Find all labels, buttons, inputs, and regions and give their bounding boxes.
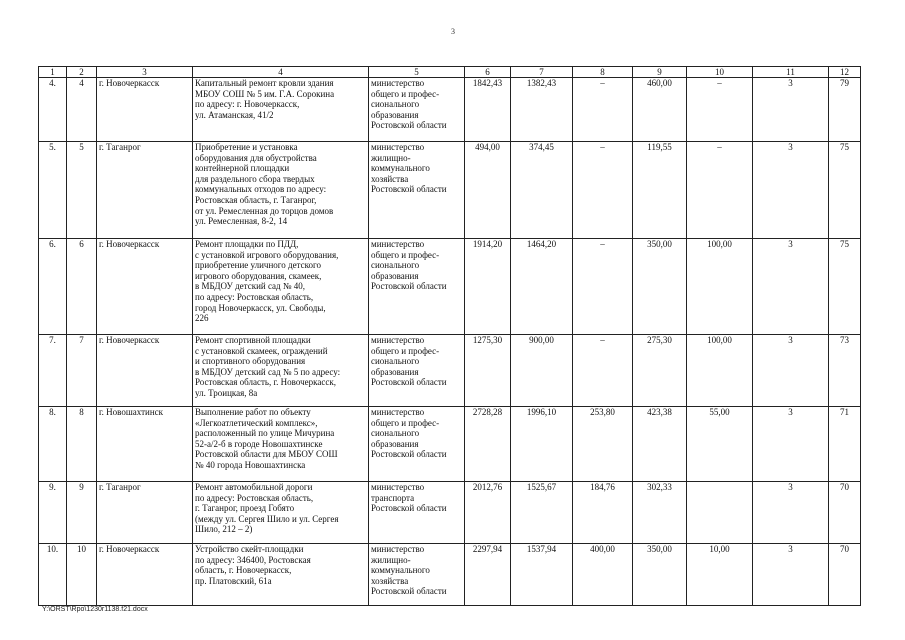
value-cell: 2297,94: [465, 544, 511, 606]
value-cell: 3: [753, 335, 829, 407]
value-cell: 3: [753, 239, 829, 335]
column-header: 7: [511, 67, 573, 78]
municipality-cell: г. Новочеркасск: [97, 239, 193, 335]
project-description-cell: Устройство скейт-площадки по адресу: 346400, Ростовская область, г. Новочеркасск, пр. Платовский, 61а: [193, 544, 369, 606]
value-cell: 1996,10: [511, 407, 573, 482]
value-cell: 119,55: [633, 142, 687, 239]
row-number: 8.: [39, 407, 67, 482]
municipality-cell: г. Новошахтинск: [97, 407, 193, 482]
column-header: 8: [573, 67, 633, 78]
value-cell: 2012,76: [465, 482, 511, 544]
value-cell: 100,00: [687, 335, 753, 407]
value-cell: 1382,43: [511, 78, 573, 142]
value-cell: 460,00: [633, 78, 687, 142]
ministry-cell: министерство общего и профес- сионального образования Ростовской области: [369, 335, 465, 407]
value-cell: 1275,30: [465, 335, 511, 407]
value-cell: 1537,94: [511, 544, 573, 606]
column-number-row: [39, 67, 861, 78]
value-cell: 55,00: [687, 407, 753, 482]
value-cell: 75: [829, 142, 861, 239]
value-cell: 70: [829, 544, 861, 606]
row-number: 10.: [39, 544, 67, 606]
municipality-cell: г. Таганрог: [97, 482, 193, 544]
page-number: 3: [451, 27, 455, 36]
row-number: 7.: [39, 335, 67, 407]
value-cell: 253,80: [573, 407, 633, 482]
project-description-cell: Приобретение и установка оборудования для обустройства контейнерной площадки для раздельного сбора твердых коммунальных отходов по адресу: Ростовская область, г. Таганрог, от ул. Ремесленная до торцов домов ул. Ремесленная, 8-2, 14: [193, 142, 369, 239]
table-row: [39, 335, 861, 407]
file-path-footer: Y:\ORST\Rpo\1230r1138.f21.docx: [42, 606, 148, 613]
value-cell: 3: [753, 142, 829, 239]
value-cell: –: [573, 78, 633, 142]
value-cell: 494,00: [465, 142, 511, 239]
row-number: 9.: [39, 482, 67, 544]
value-cell: 3: [753, 407, 829, 482]
value-cell: –: [687, 78, 753, 142]
value-cell: 350,00: [633, 239, 687, 335]
table-row: [39, 407, 861, 482]
column-header: 6: [465, 67, 511, 78]
column-header: 3: [97, 67, 193, 78]
value-cell: 10,00: [687, 544, 753, 606]
value-cell: 423,38: [633, 407, 687, 482]
document-table: [38, 66, 861, 606]
value-cell: 1842,43: [465, 78, 511, 142]
row-number: 5.: [39, 142, 67, 239]
ministry-cell: министерство жилищно- коммунального хозяйства Ростовской области: [369, 142, 465, 239]
value-cell: 100,00: [687, 239, 753, 335]
value-cell: –: [573, 239, 633, 335]
column-header: 5: [369, 67, 465, 78]
value-cell: 3: [753, 544, 829, 606]
value-cell: 275,30: [633, 335, 687, 407]
value-cell: 1525,67: [511, 482, 573, 544]
value-cell: 374,45: [511, 142, 573, 239]
municipality-cell: г. Новочеркасск: [97, 335, 193, 407]
value-cell: 2728,28: [465, 407, 511, 482]
ministry-cell: министерство общего и профес- сионального образования Ростовской области: [369, 407, 465, 482]
value-cell: 1464,20: [511, 239, 573, 335]
table-row: [39, 544, 861, 606]
table-row: [39, 78, 861, 142]
value-cell: 3: [753, 78, 829, 142]
column-header: 9: [633, 67, 687, 78]
column-header: 10: [687, 67, 753, 78]
project-description-cell: Ремонт автомобильной дороги по адресу: Ростовская область, г. Таганрог, проезд Гобято (между ул. Сергея Шило и ул. Сергея Шило, 212 – 2): [193, 482, 369, 544]
row-number: 4.: [39, 78, 67, 142]
table-row: [39, 142, 861, 239]
value-cell: –: [573, 142, 633, 239]
value-cell: 900,00: [511, 335, 573, 407]
municipality-cell: г. Новочеркасск: [97, 78, 193, 142]
ministry-cell: министерство жилищно- коммунального хозяйства Ростовской области: [369, 544, 465, 606]
project-description-cell: Ремонт спортивной площадки с установкой скамеек, ограждений и спортивного оборудования в МБДОУ детский сад № 5 по адресу: Ростовская область, г. Новочеркасск, ул. Троицкая, 8а: [193, 335, 369, 407]
value-cell: 350,00: [633, 544, 687, 606]
table-row: [39, 239, 861, 335]
value-cell: –: [687, 142, 753, 239]
value-cell: 70: [829, 482, 861, 544]
value-cell: 73: [829, 335, 861, 407]
value-cell: 400,00: [573, 544, 633, 606]
municipality-cell: г. Таганрог: [97, 142, 193, 239]
column-header: 4: [193, 67, 369, 78]
row-index: 7: [67, 335, 97, 407]
column-header: 12: [829, 67, 861, 78]
value-cell: [687, 482, 753, 544]
column-header: 2: [67, 67, 97, 78]
value-cell: 71: [829, 407, 861, 482]
project-description-cell: Капитальный ремонт кровли здания МБОУ СОШ № 5 им. Г.А. Сорокина по адресу: г. Новочеркасск, ул. Атаманская, 41/2: [193, 78, 369, 142]
value-cell: 79: [829, 78, 861, 142]
row-index: 5: [67, 142, 97, 239]
table-row: [39, 482, 861, 544]
value-cell: 302,33: [633, 482, 687, 544]
ministry-cell: министерство транспорта Ростовской области: [369, 482, 465, 544]
row-index: 4: [67, 78, 97, 142]
project-description-cell: Ремонт площадки по ПДД, с установкой игрового оборудования, приобретение уличного детского игрового оборудования, скамеек, в МБДОУ детский сад № 40, по адресу: Ростовская область, город Новочеркасск, ул. Свободы, 226: [193, 239, 369, 335]
column-header: 11: [753, 67, 829, 78]
value-cell: 3: [753, 482, 829, 544]
value-cell: 75: [829, 239, 861, 335]
row-number: 6.: [39, 239, 67, 335]
value-cell: 1914,20: [465, 239, 511, 335]
municipality-cell: г. Новочеркасск: [97, 544, 193, 606]
ministry-cell: министерство общего и профес- сионального образования Ростовской области: [369, 239, 465, 335]
project-description-cell: Выполнение работ по объекту «Легкоатлетический комплекс», расположенный по улице Мичурина 52-а/2-б в городе Новошахтинске Ростовской области для МБОУ СОШ № 40 города Новошахтинска: [193, 407, 369, 482]
value-cell: –: [573, 335, 633, 407]
row-index: 10: [67, 544, 97, 606]
row-index: 6: [67, 239, 97, 335]
row-index: 9: [67, 482, 97, 544]
row-index: 8: [67, 407, 97, 482]
ministry-cell: министерство общего и профес- сионального образования Ростовской области: [369, 78, 465, 142]
column-header: 1: [39, 67, 67, 78]
value-cell: 184,76: [573, 482, 633, 544]
